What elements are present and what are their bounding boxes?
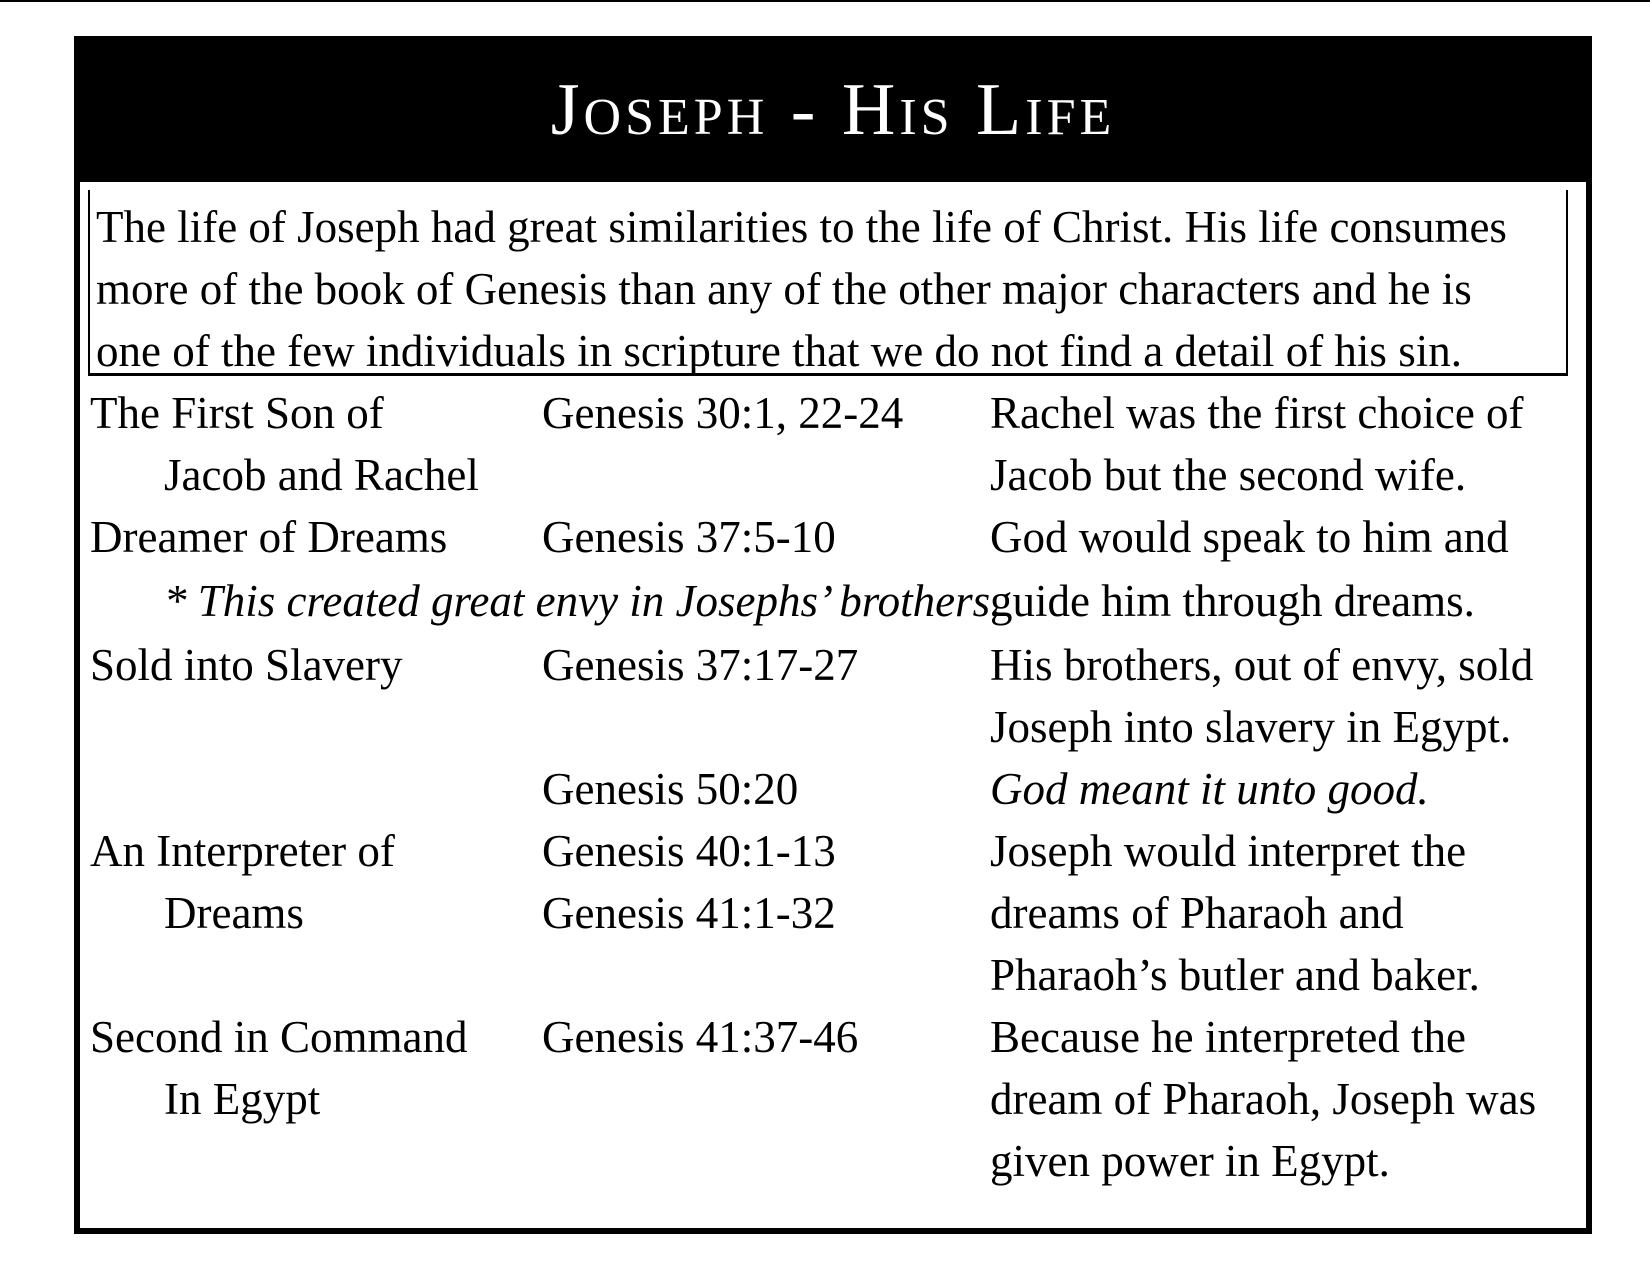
aside-note: * This created great envy in Josephs’ brothers. bbox=[164, 576, 1002, 626]
note-text: Jacob but the second wife. bbox=[990, 450, 1467, 500]
note-text: Joseph into slavery in Egypt. bbox=[990, 702, 1512, 752]
note-text: Because he interpreted the bbox=[990, 1012, 1467, 1062]
note-text: God would speak to him and bbox=[990, 512, 1509, 562]
title-bar bbox=[80, 42, 1586, 182]
table-row bbox=[90, 444, 1570, 506]
top-rule bbox=[0, 0, 1650, 2]
note-text: God meant it unto good. bbox=[990, 764, 1429, 814]
joseph-card bbox=[74, 36, 1592, 1234]
page-title: Joseph - His Life bbox=[550, 69, 1116, 151]
note-text: His brothers, out of envy, sold bbox=[990, 640, 1534, 690]
table-row bbox=[90, 506, 1570, 568]
table-row bbox=[90, 382, 1570, 444]
reference-text: Genesis 37:5-10 bbox=[542, 512, 836, 562]
note-text: dream of Pharaoh, Joseph was bbox=[990, 1074, 1537, 1124]
table-row bbox=[90, 1068, 1570, 1130]
reference-text: Genesis 41:1-32 bbox=[542, 888, 836, 938]
topic-text: In Egypt bbox=[164, 1074, 321, 1124]
table-row bbox=[90, 1006, 1570, 1068]
note-text: dreams of Pharaoh and bbox=[990, 888, 1404, 938]
intro-line: one of the few individuals in scripture that we do not find a detail of his sin. bbox=[96, 326, 1462, 376]
note-text: guide him through dreams. bbox=[990, 576, 1475, 626]
reference-text: Genesis 30:1, 22-24 bbox=[542, 388, 904, 438]
reference-text: Genesis 40:1-13 bbox=[542, 826, 836, 876]
life-events-table bbox=[90, 382, 1570, 1192]
table-row bbox=[90, 1130, 1570, 1192]
intro-paragraph bbox=[88, 190, 1568, 376]
note-text: given power in Egypt. bbox=[990, 1136, 1390, 1186]
table-row bbox=[90, 820, 1570, 882]
reference-text: Genesis 37:17-27 bbox=[542, 640, 859, 690]
topic-text: Second in Command bbox=[90, 1012, 468, 1062]
note-text: Joseph would interpret the bbox=[990, 826, 1467, 876]
topic-text: Jacob and Rachel bbox=[164, 450, 479, 500]
intro-line: The life of Joseph had great similarities to the life of Christ. His life consumes bbox=[96, 202, 1507, 252]
table-row bbox=[90, 882, 1570, 944]
intro-line: more of the book of Genesis than any of the other major characters and he is bbox=[96, 264, 1472, 314]
table-row bbox=[90, 696, 1570, 758]
topic-text: Sold into Slavery bbox=[90, 640, 403, 690]
note-text: Rachel was the first choice of bbox=[990, 388, 1524, 438]
table-row bbox=[90, 944, 1570, 1006]
note-text: Pharaoh’s butler and baker. bbox=[990, 950, 1480, 1000]
table-row bbox=[90, 568, 1570, 634]
topic-text: Dreams bbox=[164, 888, 304, 938]
reference-text: Genesis 41:37-46 bbox=[542, 1012, 859, 1062]
table-row bbox=[90, 634, 1570, 696]
topic-text: Dreamer of Dreams bbox=[90, 512, 448, 562]
topic-text: The First Son of bbox=[90, 388, 384, 438]
topic-text: An Interpreter of bbox=[90, 826, 395, 876]
reference-text: Genesis 50:20 bbox=[542, 764, 799, 814]
table-row bbox=[90, 758, 1570, 820]
